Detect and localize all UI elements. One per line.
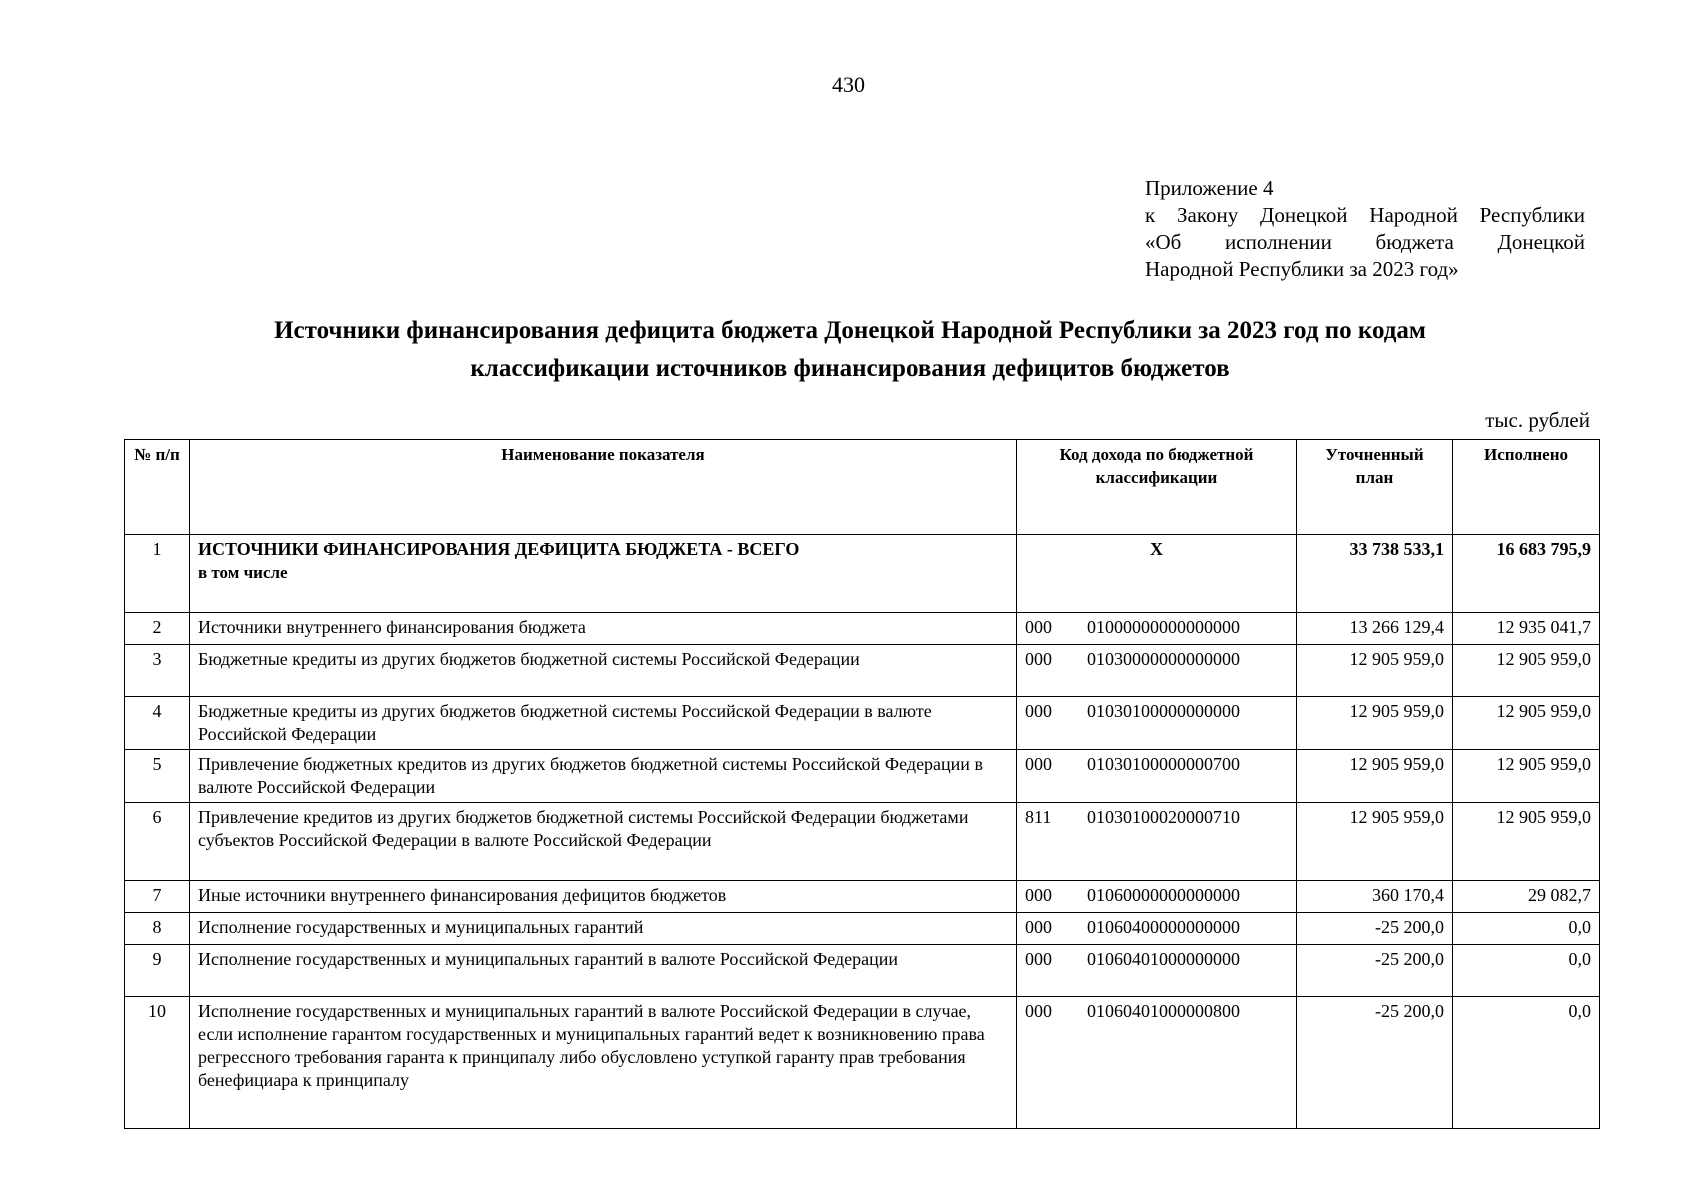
row-name: Источники внутреннего финансирования бюджета bbox=[190, 613, 1017, 645]
table-row bbox=[125, 750, 1600, 803]
row-class-code: 01030100020000710 bbox=[1087, 807, 1240, 827]
document-title bbox=[150, 312, 1550, 388]
row-plan: 12 905 959,0 bbox=[1297, 750, 1453, 803]
row-admin-code: 000 bbox=[1025, 917, 1052, 937]
row-plan: 12 905 959,0 bbox=[1297, 803, 1453, 881]
row-class-code: 01060000000000000 bbox=[1087, 885, 1240, 905]
table-row bbox=[125, 997, 1600, 1129]
header-plan: Уточненный план bbox=[1297, 440, 1453, 535]
row-plan: -25 200,0 bbox=[1297, 913, 1453, 945]
row-num: 8 bbox=[125, 913, 190, 945]
header-done: Исполнено bbox=[1453, 440, 1600, 535]
row-name: Исполнение государственных и муниципальных гарантий в валюте Российской Федерации bbox=[190, 945, 1017, 997]
row-done: 12 905 959,0 bbox=[1453, 803, 1600, 881]
row-admin-code: 000 bbox=[1025, 754, 1052, 774]
row-plan: 13 266 129,4 bbox=[1297, 613, 1453, 645]
title-line: Источники финансирования дефицита бюджета Донецкой Народной Республики за 2023 год по кодам bbox=[274, 317, 1426, 344]
row-plan: 12 905 959,0 bbox=[1297, 697, 1453, 750]
row-code bbox=[1017, 945, 1297, 997]
row-num: 2 bbox=[125, 613, 190, 645]
table-row bbox=[125, 613, 1600, 645]
row-code bbox=[1017, 997, 1297, 1129]
row-done: 29 082,7 bbox=[1453, 881, 1600, 913]
row-num: 5 bbox=[125, 750, 190, 803]
row-admin-code: 000 bbox=[1025, 949, 1052, 969]
header-row bbox=[125, 440, 1600, 535]
row-code bbox=[1017, 645, 1297, 697]
row-num: 3 bbox=[125, 645, 190, 697]
budget-sources-table bbox=[124, 439, 1600, 1129]
row-done: 0,0 bbox=[1453, 997, 1600, 1129]
appendix-line: Приложение 4 bbox=[1145, 176, 1274, 200]
row-name: Привлечение бюджетных кредитов из других бюджетов бюджетной системы Российской Федерации в валюте Российской Федерации bbox=[190, 750, 1017, 803]
row-name: Иные источники внутреннего финансирования дефицитов бюджетов bbox=[190, 881, 1017, 913]
row-num: 1 bbox=[125, 535, 190, 613]
row-plan: 33 738 533,1 bbox=[1297, 535, 1453, 613]
row-plan: -25 200,0 bbox=[1297, 945, 1453, 997]
row-name: Исполнение государственных и муниципальных гарантий bbox=[190, 913, 1017, 945]
row-done: 0,0 bbox=[1453, 913, 1600, 945]
row-num: 7 bbox=[125, 881, 190, 913]
row-admin-code: 000 bbox=[1025, 885, 1052, 905]
row-plan: 12 905 959,0 bbox=[1297, 645, 1453, 697]
table-row bbox=[125, 881, 1600, 913]
row-done: 12 905 959,0 bbox=[1453, 697, 1600, 750]
row-admin-code: 000 bbox=[1025, 1001, 1052, 1021]
row-code: X bbox=[1017, 535, 1297, 613]
total-name: ИСТОЧНИКИ ФИНАНСИРОВАНИЯ ДЕФИЦИТА БЮДЖЕТА - ВСЕГО bbox=[198, 539, 800, 559]
row-admin-code: 811 bbox=[1025, 807, 1052, 827]
row-name: Исполнение государственных и муниципальных гарантий в валюте Российской Федерации в случае, если исполнение гарантом государственных и муниципальных гарантий ведет к возникновению права регрессного требования гаранта к принципалу либо обусловлено уступкой гаранту прав требования бенефициара к принципалу bbox=[190, 997, 1017, 1129]
appendix-line: Народной Республики за 2023 год» bbox=[1145, 257, 1459, 281]
row-name: Бюджетные кредиты из других бюджетов бюджетной системы Российской Федерации bbox=[190, 645, 1017, 697]
row-num: 4 bbox=[125, 697, 190, 750]
row-class-code: 01030100000000000 bbox=[1087, 701, 1240, 721]
row-num: 6 bbox=[125, 803, 190, 881]
units-label: тыс. рублей bbox=[1485, 408, 1590, 432]
appendix-note bbox=[1145, 175, 1585, 283]
table-row bbox=[125, 697, 1600, 750]
row-name: Привлечение кредитов из других бюджетов бюджетной системы Российской Федерации бюджетами субъектов Российской Федерации в валюте Российской Федерации bbox=[190, 803, 1017, 881]
row-done: 0,0 bbox=[1453, 945, 1600, 997]
total-subtitle: в том числе bbox=[198, 563, 288, 582]
row-code bbox=[1017, 803, 1297, 881]
row-plan: 360 170,4 bbox=[1297, 881, 1453, 913]
row-name: Бюджетные кредиты из других бюджетов бюджетной системы Российской Федерации в валюте Российской Федерации bbox=[190, 697, 1017, 750]
row-code bbox=[1017, 750, 1297, 803]
header-num: № п/п bbox=[125, 440, 190, 535]
row-class-code: 01060401000000000 bbox=[1087, 949, 1240, 969]
row-code bbox=[1017, 697, 1297, 750]
header-code: Код дохода по бюджетной классификации bbox=[1017, 440, 1297, 535]
row-admin-code: 000 bbox=[1025, 617, 1052, 637]
appendix-line: «Об исполнении бюджета Донецкой bbox=[1145, 230, 1585, 254]
table-row bbox=[125, 645, 1600, 697]
row-done: 12 935 041,7 bbox=[1453, 613, 1600, 645]
row-done: 12 905 959,0 bbox=[1453, 645, 1600, 697]
row-plan: -25 200,0 bbox=[1297, 997, 1453, 1129]
row-code bbox=[1017, 613, 1297, 645]
table-row bbox=[125, 803, 1600, 881]
row-done: 16 683 795,9 bbox=[1453, 535, 1600, 613]
row-code bbox=[1017, 913, 1297, 945]
page-number: 430 bbox=[832, 72, 865, 97]
row-num: 10 bbox=[125, 997, 190, 1129]
table-row-total bbox=[125, 535, 1600, 613]
row-admin-code: 000 bbox=[1025, 649, 1052, 669]
table-row bbox=[125, 945, 1600, 997]
row-done: 12 905 959,0 bbox=[1453, 750, 1600, 803]
row-class-code: 01060400000000000 bbox=[1087, 917, 1240, 937]
title-line: классификации источников финансирования дефицитов бюджетов bbox=[470, 355, 1230, 382]
row-admin-code: 000 bbox=[1025, 701, 1052, 721]
row-class-code: 01030000000000000 bbox=[1087, 649, 1240, 669]
row-class-code: 01060401000000800 bbox=[1087, 1001, 1240, 1021]
header-name: Наименование показателя bbox=[190, 440, 1017, 535]
row-class-code: 01000000000000000 bbox=[1087, 617, 1240, 637]
row-code bbox=[1017, 881, 1297, 913]
row-class-code: 01030100000000700 bbox=[1087, 754, 1240, 774]
appendix-line: к Закону Донецкой Народной Республики bbox=[1145, 203, 1585, 227]
row-name bbox=[190, 535, 1017, 613]
table-row bbox=[125, 913, 1600, 945]
row-num: 9 bbox=[125, 945, 190, 997]
